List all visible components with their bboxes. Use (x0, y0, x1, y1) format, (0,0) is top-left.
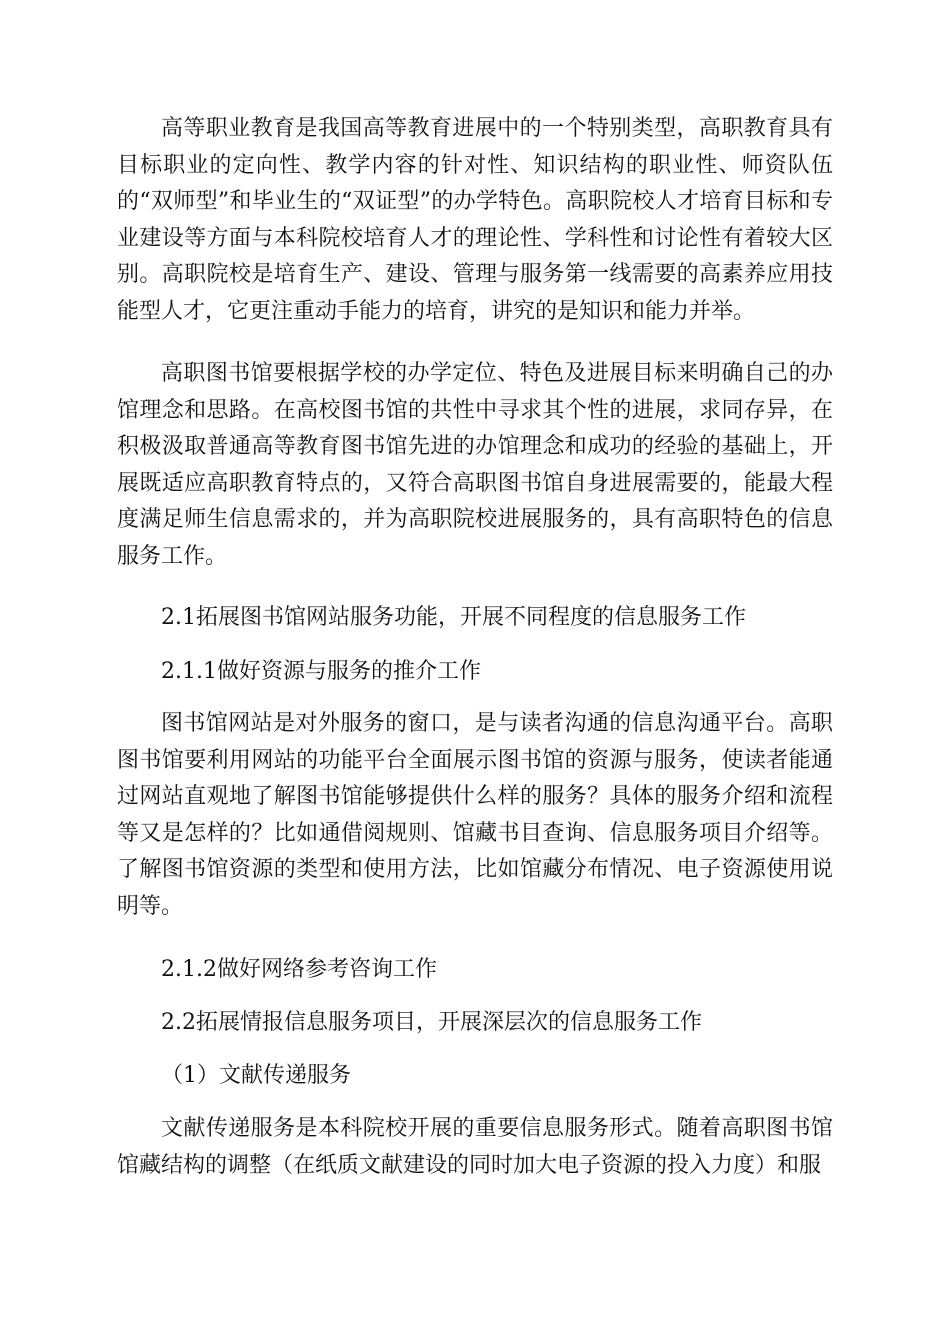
section-heading-2-1: 2.1拓展图书馆网站服务功能，开展不同程度的信息服务工作 (161, 605, 746, 630)
paragraph-library-positioning: 高职图书馆要根据学校的办学定位、特色及进展目标来明确自己的办馆理念和思路。在高校图书馆的共性中寻求其个性的进展，求同存异，在积极汲取普通高等教育图书馆先进的办馆理念和成功的经验的基础上，开展既适应高职教育特点的，又符合高职图书馆自身进展需要的，能最大程度满足师生信息需求的，并为高职院校进展服务的，具有高职特色的信息服务工作。 (117, 361, 833, 569)
paragraph-vocational-education: 高等职业教育是我国高等教育进展中的一个特别类型，高职教育具有目标职业的定向性、教学内容的针对性、知识结构的职业性、师资队伍的“双师型”和毕业生的“双证型”的办学特色。高职院校人才培育目标和专业建设等方面与本科院校培育人才的理论性、学科性和讨论性有着较大区别。高职院校是培育生产、建设、管理与服务第一线需要的高素养应用技能型人才，它更注重动手能力的培育，讲究的是知识和能力并举。 (117, 116, 833, 324)
subheading-document-delivery: （1）文献传递服务 (161, 1063, 351, 1088)
section-heading-2-1-1: 2.1.1做好资源与服务的推介工作 (161, 659, 481, 684)
section-heading-2-2: 2.2拓展情报信息服务项目，开展深层次的信息服务工作 (161, 1010, 702, 1035)
paragraph-library-website: 图书馆网站是对外服务的窗口，是与读者沟通的信息沟通平台。高职图书馆要利用网站的功能平台全面展示图书馆的资源与服务，使读者能通过网站直观地了解图书馆能够提供什么样的服务？具体的服务介绍和流程等又是怎样的？比如通借阅规则、馆藏书目查询、信息服务项目介绍等。了解图书馆资源的类型和使用方法，比如馆藏分布情况、电子资源使用说明等。 (117, 711, 833, 919)
section-heading-2-1-2: 2.1.2做好网络参考咨询工作 (161, 957, 437, 982)
paragraph-document-delivery: 文献传递服务是本科院校开展的重要信息服务形式。随着高职图书馆馆藏结构的调整（在纸质文献建设的同时加大电子资源的投入力度）和服 (117, 1116, 833, 1178)
